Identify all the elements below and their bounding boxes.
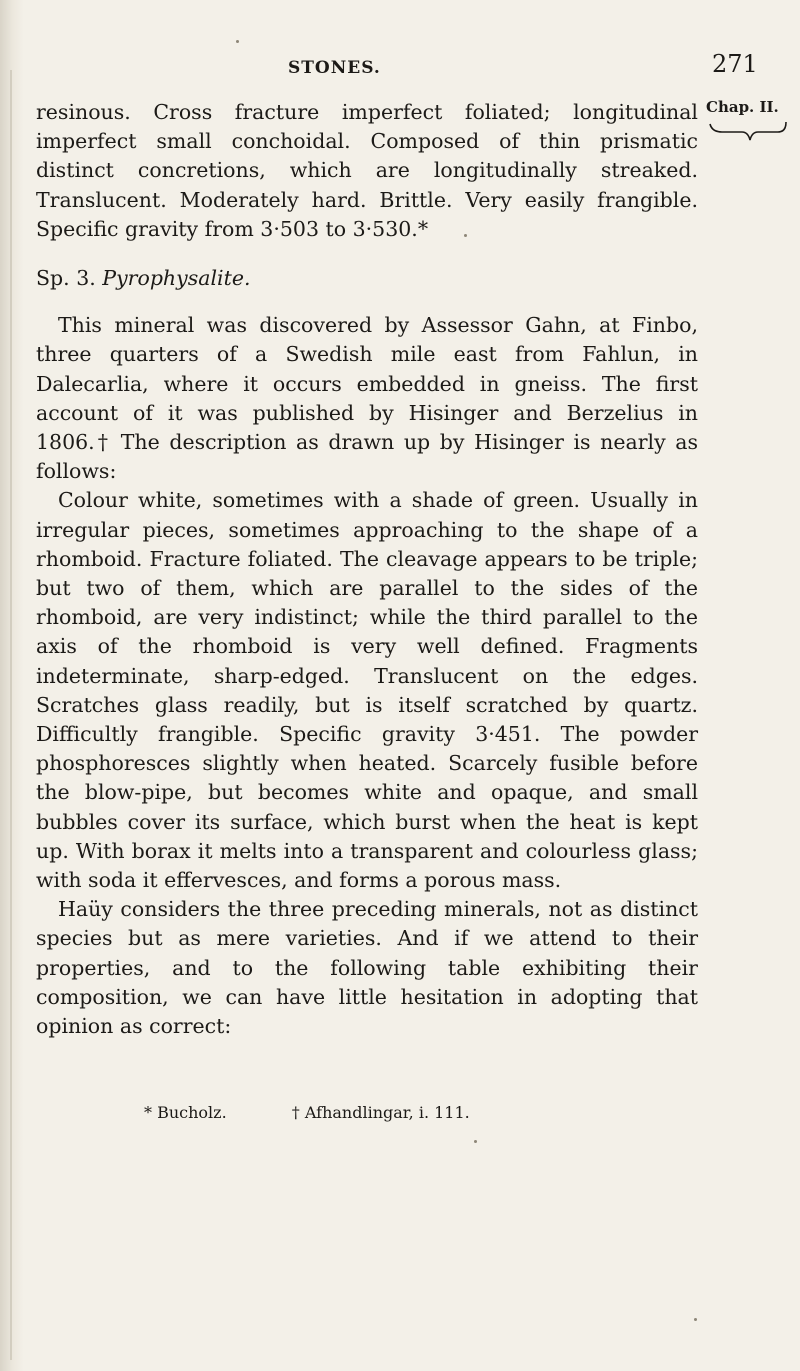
page-gutter	[0, 0, 24, 1371]
paragraph-discovery: This mineral was discovered by Assessor Gahn, at Finbo, three quarters of a Swedish mile east from Fahlun, in Dalecarlia, where it occurs embedded in gneiss. The first account of it was published by Hisinger and Berzelius in 1806.† The description as drawn up by Hisinger is nearly as follows:	[36, 313, 698, 484]
footnotes	[144, 1103, 704, 1122]
page-number: 271	[712, 50, 758, 78]
paragraph-description: Colour white, sometimes with a shade of green. Usually in irregular pieces, sometimes approaching to the shape of a rhomboid. Fracture foliated. The cleavage appears to be triple; but two of them, which are parallel to the sides of the rhomboid, are very indistinct; while the third parallel to the axis of the rhomboid is very well defined. Fragments indeterminate, sharp-edged. Translucent on the edges. Scratches glass readily, but is itself scratched by quartz. Difficultly frangible. Specific gravity 3·451. The powder phosphoresces slightly when heated. Scarcely fusible before the blow-pipe, but becomes white and opaque, and small bubbles cover its surface, which burst when the heat is kept up. With borax it melts into a transparent and colourless glass; with soda it effervesces, and forms a porous mass.	[36, 488, 698, 893]
paper-speck	[464, 234, 467, 237]
species-number: Sp. 3.	[36, 266, 96, 291]
margin-brace-icon	[708, 120, 788, 142]
paper-speck	[694, 1318, 697, 1321]
margin-chapter-note: Chap. II.	[706, 98, 779, 116]
gutter-shadow	[10, 70, 12, 1360]
paragraph-hauy: Haüy considers the three preceding minerals, not as distinct species but as mere varieties. And if we attend to their properties, and to the following table exhibiting their composition, we can have little hesitation in adopting that opinion as correct:	[36, 897, 698, 1039]
footnote-1: * Bucholz.	[144, 1103, 227, 1122]
paper-speck	[474, 1140, 477, 1143]
paper-speck	[236, 40, 239, 43]
species-title: Pyrophysalite.	[102, 266, 251, 291]
species-heading	[36, 264, 698, 293]
body-text	[36, 98, 698, 1041]
footnote-2: † Afhandlingar, i. 111.	[291, 1103, 470, 1122]
running-head: STONES.	[288, 58, 381, 78]
paragraph-continued: resinous. Cross fracture imperfect foliated; longitudinal imperfect small conchoidal. Composed of thin prismatic distinct concretions, which are longitudinally streaked. Translucent. Moderately hard. Brittle. Very easily frangible. Specific gravity from 3·503 to 3·530.*	[36, 100, 698, 241]
